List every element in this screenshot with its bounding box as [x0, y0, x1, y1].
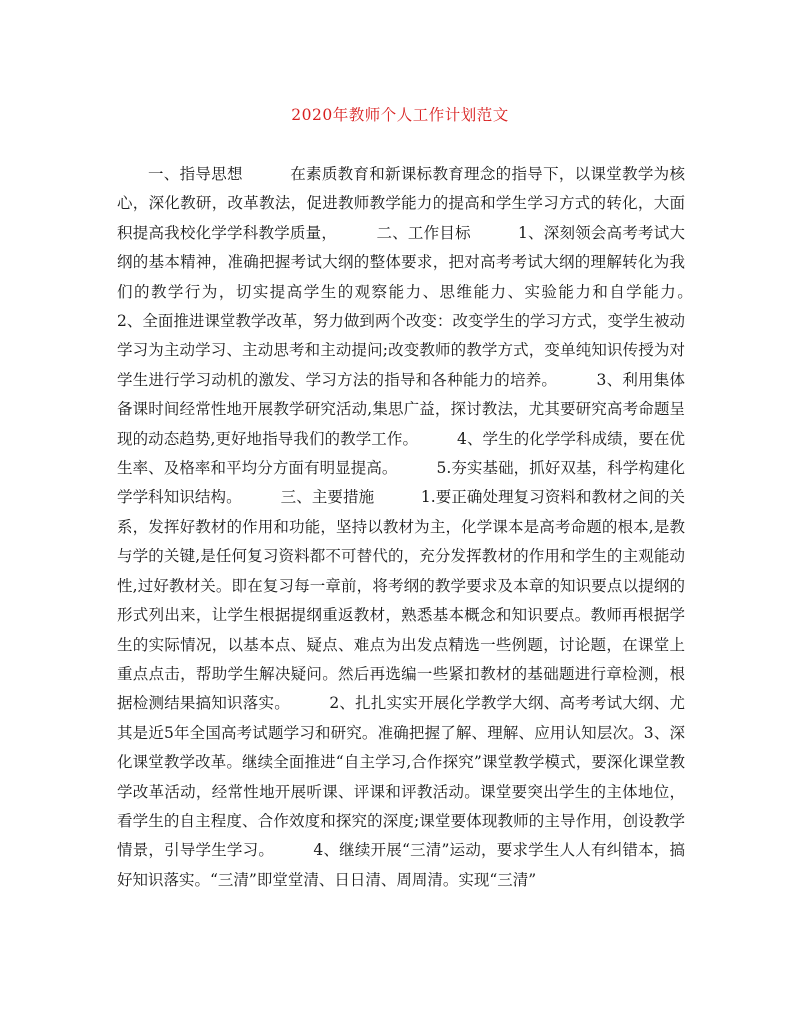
document-title: 2020年教师个人工作计划范文 [291, 106, 509, 124]
document-body: 一、指导思想 在素质教育和新课标教育理念的指导下，以课堂教学为核心，深化教研，改革教法，促进教师教学能力的提高和学生学习方式的转化，大面积提高我校化学学科教学质量， 二、工作目标 1、深刻领会高考考试大纲的基本精神，准确把握考试大纲的整体要求，把对高考考试大纲的理解转化为我们的教学行为，切实提高学生的观察能力、思维能力、实验能力和自学能力。 2、全面推进课堂教学改革，努力做到两个改变：改变学生的学习方式，变学生被动学习为主动学习、主动思考和主动提问;改变教师的教学方式，变单纯知识传授为对学生进行学习动机的激发、学习方法的指导和各种能力的培养。 3、利用集体备课时间经常性地开展教学研究活动,集思广益，探讨教法，尤其要研究高考命题呈现的动态趋势,更好地指导我们的教学工作。 4、学生的化学学科成绩，要在优生率、及格率和平均分方面有明显提高。 5.夯实基础，抓好双基，科学构建化学学科知识结构。 三、主要措施 1.要正确处理复习资料和教材之间的关系，发挥好教材的作用和功能，坚持以教材为主，化学课本是高考命题的根本,是教与学的关键,是任何复习资料都不可替代的，充分发挥教材的作用和学生的主观能动性,过好教材关。即在复习每一章前，将考纲的教学要求及本章的知识要点以提纲的形式列出来，让学生根据提纲重返教材，熟悉基本概念和知识要点。教师再根据学生的实际情况，以基本点、疑点、难点为出发点精选一些例题，讨论题，在课堂上重点点击，帮助学生解决疑问。然后再选编一些紧扣教材的基础题进行章检测，根据检测结果搞知识落实。 2、扎扎实实开展化学教学大纲、高考考试大纲、尤其是近5年全国高考试题学习和研究。准确把握了解、理解、应用认知层次。3、深化课堂教学改革。继续全面推进“自主学习,合作探究”课堂教学模式，要深化课堂教学改革活动，经常性地开展听课、评课和评教活动。课堂要突出学生的主体地位，看学生的自主程度、合作效度和探究的深度;课堂要体现教师的主导作用，创设教学情景，引导学生学习。 4、继续开展“三清”运动，要求学生人人有纠错本，搞好知识落实。“三清”即堂堂清、日日清、周周清。实现“三清” [117, 165, 732, 889]
